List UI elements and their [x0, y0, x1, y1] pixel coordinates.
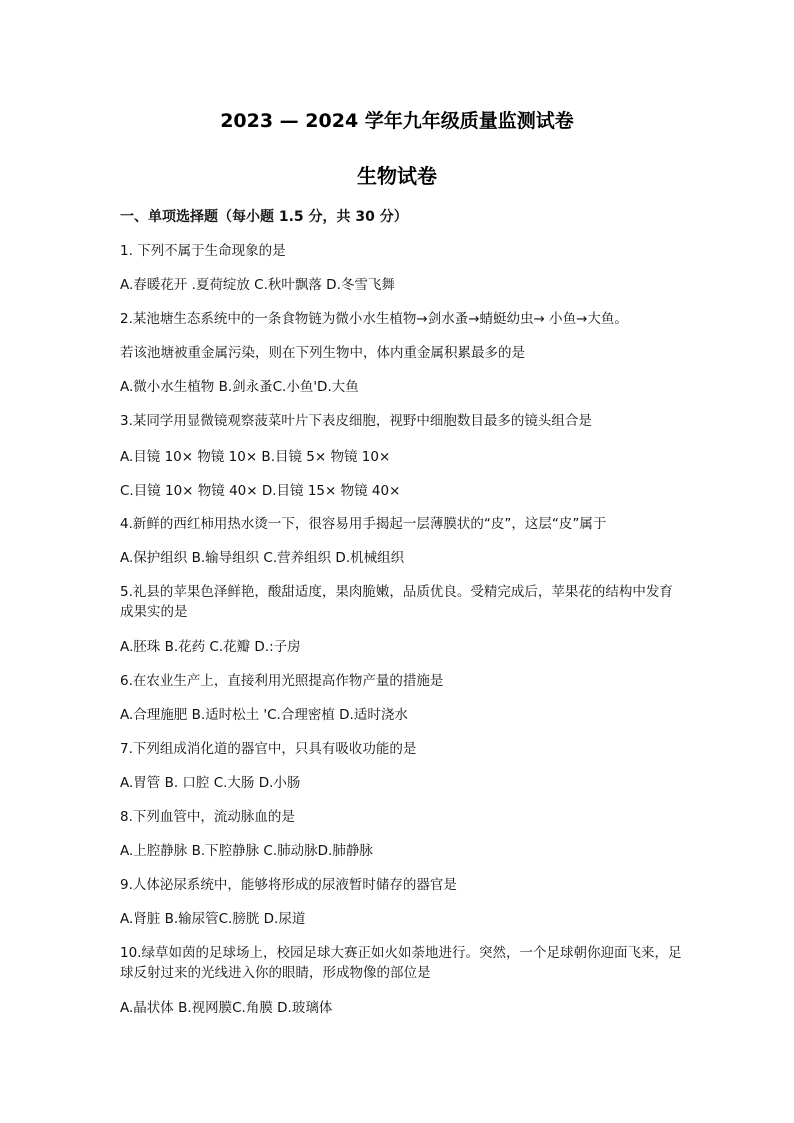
question-1-stem: 1. 下列不属于生命现象的是: [120, 243, 286, 259]
exam-title: 2023 — 2024 学年九年级质量监测试卷: [220, 110, 574, 132]
question-3-stem: 3.某同学用显微镜观察菠菜叶片下表皮细胞，视野中细胞数目最多的镜头组合是: [120, 413, 592, 429]
question-7-options: A.胃管 B. 口腔 C.大肠 D.小肠: [120, 775, 301, 791]
question-9-options: A.肾脏 B.输尿管C.膀胱 D.尿道: [120, 911, 306, 927]
exam-subtitle: 生物试卷: [357, 164, 437, 188]
question-4-stem: 4.新鲜的西红柿用热水烫一下，很容易用手揭起一层薄膜状的“皮”，这层“皮”属于: [120, 516, 607, 532]
question-8-stem: 8.下列血管中，流动脉血的是: [120, 809, 295, 825]
question-2-stem-continued: 若该池塘被重金属污染，则在下列生物中，体内重金属积累最多的是: [120, 345, 525, 361]
question-5-options: A.胚珠 B.花药 C.花瓣 D.:子房: [120, 639, 301, 655]
question-1-options: A.春暖花开 .夏荷绽放 C.秋叶飘落 D.冬雪飞舞: [120, 277, 395, 293]
question-2-stem: 2.某池塘生态系统中的一条食物链为微小水生植物→剑水蚤→蜻蜓幼虫→ 小鱼→大鱼。: [120, 311, 628, 327]
question-5-stem: 5.礼县的苹果色泽鲜艳，酸甜适度，果肉脆嫩，品质优良。受精完成后，苹果花的结构中发育成果实的是: [120, 584, 673, 620]
question-2-options: A.微小水生植物 B.剑永蚤C.小鱼'D.大鱼: [120, 379, 359, 395]
question-3-options-ab: A.目镜 10× 物镜 10× B.目镜 5× 物镜 10×: [120, 449, 391, 465]
question-7-stem: 7.下列组成消化道的器官中，只具有吸收功能的是: [120, 741, 417, 757]
question-6-stem: 6.在农业生产上，直接利用光照提高作物产量的措施是: [120, 673, 444, 689]
question-8-options: A.上腔静脉 B.下腔静脉 C.肺动脉D.肺静脉: [120, 843, 373, 859]
question-6-options: A.合理施肥 B.适时松土 'C.合理密植 D.适时浇水: [120, 707, 408, 723]
question-3-options-cd: C.目镜 10× 物镜 40× D.目镜 15× 物镜 40×: [120, 483, 401, 499]
question-10-stem: 10.绿草如茵的足球场上，校园足球大赛正如火如荼地进行。突然，一个足球朝你迎面飞来，足球反射过来的光线进入你的眼睛，形成物像的部位是: [120, 945, 682, 981]
question-4-options: A.保护组织 B.输导组织 C.营养组织 D.机械组织: [120, 550, 405, 566]
question-9-stem: 9.人体泌尿系统中，能够将形成的尿液暂时储存的器官是: [120, 877, 457, 893]
section-heading: 一、单项选择题（每小题 1.5 分，共 30 分）: [120, 209, 408, 225]
question-10-options: A.晶状体 B.视网膜C.角膜 D.玻璃体: [120, 1000, 333, 1016]
